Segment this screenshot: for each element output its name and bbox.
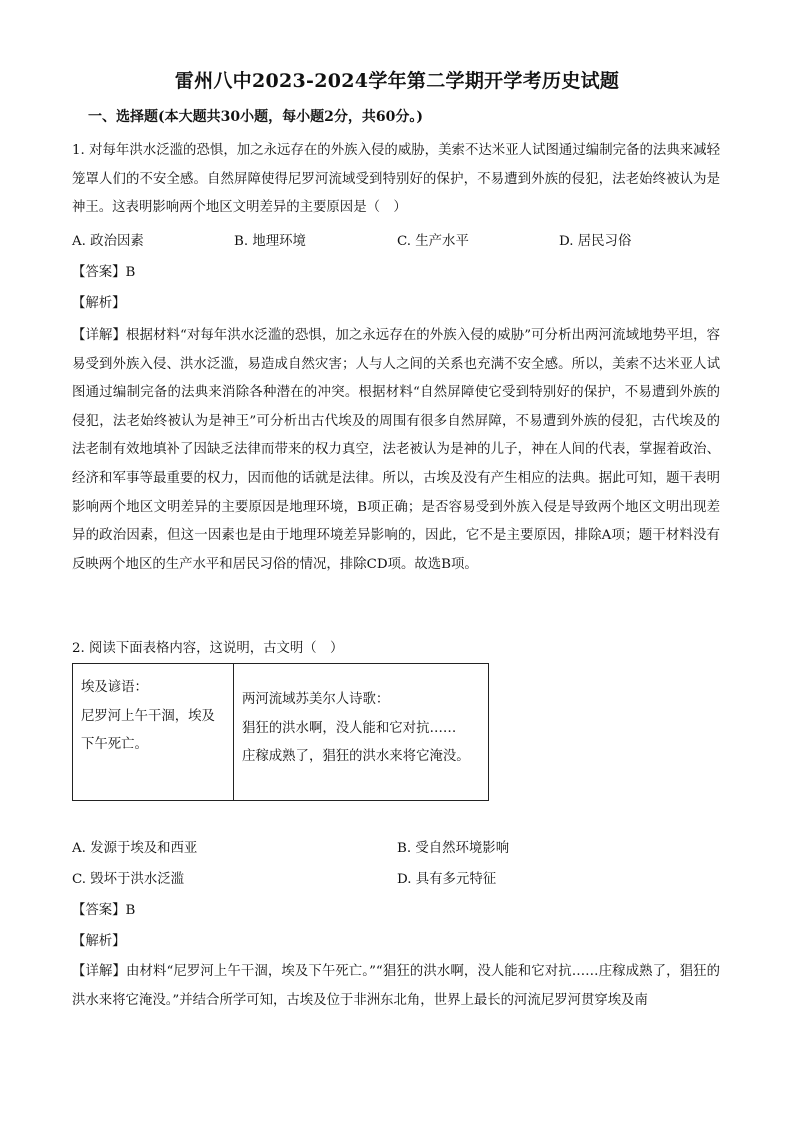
q1-option-c: C. 生产水平 (397, 234, 469, 249)
section-heading: 一、选择题(本大题共30小题，每小题2分，共60分。) (88, 109, 423, 125)
q1-answer: 【答案】B (72, 265, 136, 280)
q2-analysis-label: 【解析】 (72, 934, 126, 949)
q2-option-c: C. 毁坏于洪水泛滥 (72, 872, 185, 887)
q2-left-line: 下午死亡。 (81, 737, 148, 753)
q2-left-line: 尼罗河上午干涸，埃及 (81, 708, 215, 724)
q2-options-row-1 (72, 837, 720, 861)
q2-right-line: 两河流域苏美尔人诗歌： (242, 692, 390, 707)
q2-table-right-cell (234, 664, 489, 801)
q2-material-table (72, 663, 489, 801)
q2-option-b: B. 受自然环境影响 (397, 841, 510, 856)
q1-detail: 【详解】根据材料“对每年洪水泛滥的恐惧，加之永远存在的外族入侵的威胁”可分析出两河流域地势平坦，容易受到外族入侵、洪水泛滥，易造成自然灾害；人与人之间的关系也充满不安全感。所以，美索不达米亚人试图通过编制完备的法典来消除各种潜在的冲突。根据材料“自然屏障使它受到特别好的保护，不易遭到外族的侵犯，法老始终被认为是神王”可分析出古代埃及的周围有很多自然屏障，不易遭到外族的侵犯，古代埃及的法老制有效地填补了因缺乏法律而带来的权力真空，法老被认为是神的儿子，神在人间的代表，掌握着政治、经济和军事等最重要的权力，因而他的话就是法律。所以，古埃及没有产生相应的法典。据此可知，题干表明影响两个地区文明差异的主要原因是地理环境，B项正确；是否容易受到外族入侵是导致两个地区文明出现差异的政治因素，但这一因素也是由于地理环境差异影响的，因此，它不是主要原因，排除A项；题干材料没有反映两个地区的生产水平和居民习俗的情况，排除CD项。故选B项。 (72, 328, 720, 572)
q2-left-line: 埃及谚语： (81, 680, 148, 695)
q2-table-left-cell (73, 664, 234, 801)
q1-option-d: D. 居民习俗 (559, 234, 632, 249)
q2-option-d: D. 具有多元特征 (397, 872, 497, 887)
q1-option-b: B. 地理环境 (234, 234, 306, 249)
q2-options-row-2 (72, 868, 720, 892)
q2-detail: 【详解】由材料“尼罗河上午干涸，埃及下午死亡。”“猖狂的洪水啊，没人能和它对抗……庄稼成熟了，猖狂的洪水来将它淹没。”并结合所学可知，古埃及位于非洲东北角，世界上最长的河流尼罗河贯穿埃及南 (72, 964, 720, 1008)
q1-analysis-label: 【解析】 (72, 296, 126, 311)
q2-right-line: 庄稼成熟了，猖狂的洪水来将它淹没。 (242, 749, 470, 765)
exam-title: 雷州八中2023-2024学年第二学期开学考历史试题 (174, 70, 620, 92)
q1-stem: 1. 对每年洪水泛滥的恐惧，加之永远存在的外族入侵的威胁，美索不达米亚人试图通过编制完备的法典来减轻笼罩人们的不安全感。自然屏障使得尼罗河流域受到特别好的保护，不易遭到外族的侵犯，法老始终被认为是神王。这表明影响两个地区文明差异的主要原因是（ ） (72, 143, 720, 216)
q2-stem: 2. 阅读下面表格内容，这说明，古文明（ ） (72, 641, 344, 656)
q1-options (72, 230, 720, 254)
q1-option-a: A. 政治因素 (72, 234, 144, 249)
q2-answer: 【答案】B (72, 903, 136, 918)
q2-option-a: A. 发源于埃及和西亚 (72, 841, 198, 856)
q2-right-line: 猖狂的洪水啊，没人能和它对抗…… (242, 720, 457, 736)
